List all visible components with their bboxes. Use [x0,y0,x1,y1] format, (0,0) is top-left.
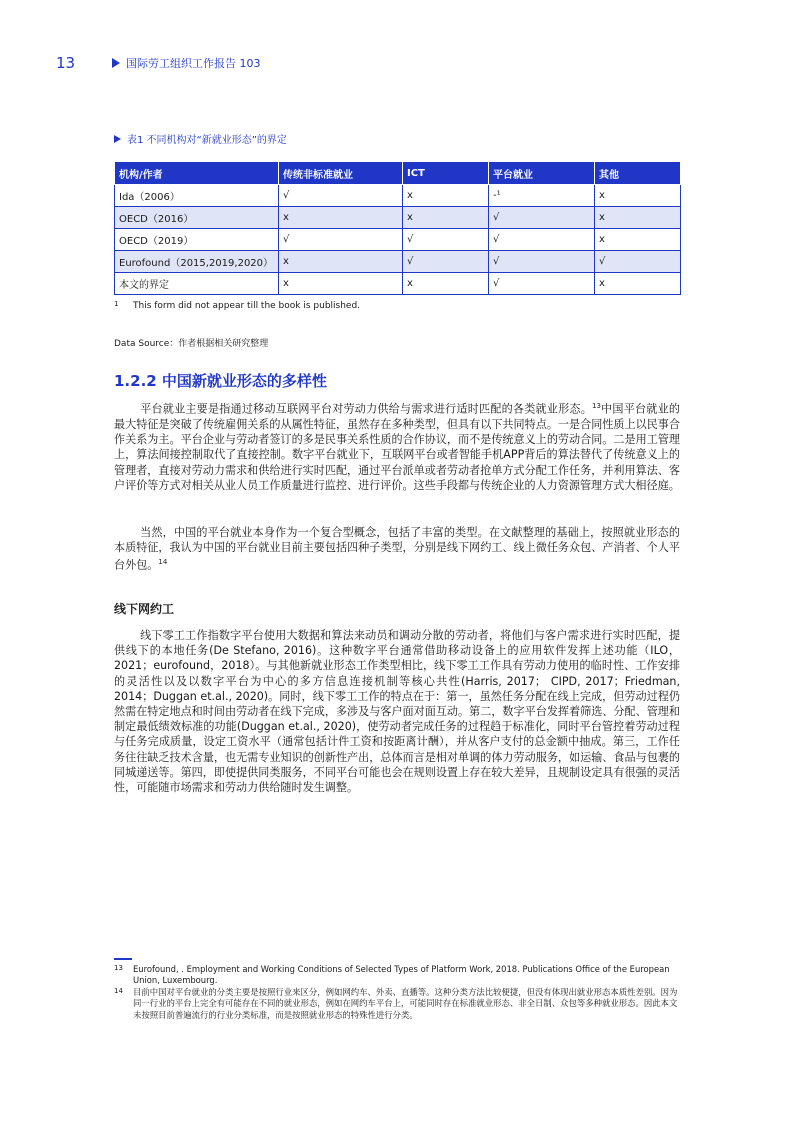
table-cell: x [279,207,403,229]
table-cell: -¹ [489,185,595,207]
table-cell: x [279,251,403,273]
table-caption [114,131,287,146]
table-cell: x [595,229,681,251]
column-header: 机构/作者 [115,162,279,185]
section-heading: 1.2.2 中国新就业形态的多样性 [114,372,327,390]
table-cell: √ [489,251,595,273]
data-source: Data Source：作者根据相关研究整理 [114,339,269,349]
page-number: 13 [56,54,76,72]
footnote-ref: 14 [158,558,168,567]
table-cell: √ [489,229,595,251]
table-cell: OECD（2019） [115,229,279,251]
table-row [115,229,681,251]
paragraph-3-text: 线下零工工作指数字平台使用大数据和算法来动员和调动分散的劳动者，将他们与客户需求进行实时匹配，提供线下的本地任务(De Stefano, 2016)。这种数字平台通常借助移动设备上的应用软件发挥上述功能（ILO，2021；eurofound，2018）。与其他新就业形态工作类型相比，线下零工工作具有劳动力使用的临时性、工作安排的灵活性以及以数字平台为中心的多方信息连接机制等核心共性(Harris, 2017； CIPD, 2017；Friedman, 2014；Duggan et.al., 2020)。同时，线下零工工作的特点在于：第一，虽然任务分配在线上完成，但劳动过程仍然需在特定地点和时间由劳动者在线下完成，多涉及与客户面对面互动。第二，数字平台发挥着筛选、分配、管理和制定最低绩效标准的功能(Duggan et.al., 2020)，使劳动者完成任务的过程趋于标准化，同时平台管控着劳动过程与任务完成质量，设定工资水平（通常包括计件工资和按距离计酬），并从客户支付的总金额中抽成。第三，工作任务往往缺乏技术含量，也无需专业知识的创新性产出，总体而言是相对单调的体力劳动服务，如运输、食品与包裹的同城递送等。第四，即使提供同类服务，不同平台可能也会在规则设置上存在较大差异，且规制设定具有很强的灵活性，可能随市场需求和劳动力供给随时发生调整。 [114,629,680,795]
table-cell: 本文的界定 [115,273,279,295]
table-caption-text: 表1 不同机构对“新就业形态”的界定 [127,135,287,146]
table-cell: x [403,273,489,295]
table-cell: √ [489,207,595,229]
table-cell: x [279,273,403,295]
table-row [115,273,681,295]
footnote-divider [114,958,132,960]
report-title: 国际劳工组织工作报告 103 [126,57,261,70]
footnote-text: Eurofound, . Employment and Working Conditions of Selected Types of Platform Work, 2018. Publications Office of the European Union, Luxembourg. [133,964,670,986]
table-note-number: 1 [114,300,119,308]
footnote-text: 目前中国对平台就业的分类主要是按照行业来区分，例如网约车、外卖、直播等。这种分类方法比较便捷，但没有体现出就业形态本质性差别。因为同一行业的平台上完全有可能存在不同的就业形态，例如在网约车平台上，可能同时存在标准就业形态、非全日制、众包等多种就业形态。因此本文未按照目前普遍流行的行业分类标准，而是按照就业形态的特殊性进行分类。 [133,987,678,1020]
table-cell: x [595,185,681,207]
table-cell: √ [595,251,681,273]
subheading: 线下网约工 [114,602,175,616]
table-cell: √ [279,229,403,251]
footnote-ref: 13 [592,402,601,410]
column-header: 传统非标准就业 [279,162,403,185]
definition-table [114,161,681,295]
paragraph-2-text: 当然，中国的平台就业本身作为一个复合型概念，包括了丰富的类型。在文献整理的基础上，按照就业形态的本质特征，我认为中国的平台就业目前主要包括四种子类型，分别是线下网约工、线上微任务众包、产消者、个人平台外包。 [114,526,680,573]
footnote-number: 13 [114,964,123,972]
table-cell: Ida（2006） [115,185,279,207]
table-cell: x [403,207,489,229]
table-cell: √ [489,273,595,295]
table-cell: OECD（2016） [115,207,279,229]
table-cell: Eurofound（2015,2019,2020） [115,251,279,273]
table-row [115,207,681,229]
paragraph-1 [114,399,680,493]
running-header [112,55,261,71]
table-cell: x [595,273,681,295]
paragraph-3 [114,628,680,795]
triangle-bullet-icon [114,135,121,143]
column-header: 其他 [595,162,681,185]
table-row [115,251,681,273]
column-header: ICT [403,162,489,185]
table-cell: x [595,207,681,229]
table-cell: x [403,185,489,207]
paragraph-2 [114,525,680,573]
table-row [115,185,681,207]
table-cell: √ [403,229,489,251]
column-header: 平台就业 [489,162,595,185]
table-header-row [115,162,681,185]
triangle-bullet-icon [112,58,120,68]
table-cell: √ [403,251,489,273]
table-note: This form did not appear till the book is published. [133,301,361,311]
paragraph-1-lead: 平台就业主要是指通过移动互联网平台对劳动力供给与需求进行适时匹配的各类就业形态。 [140,402,592,416]
table-cell: √ [279,185,403,207]
footnote-number: 14 [114,987,123,995]
paragraph-1-rest: 中国平台就业的最大特征是突破了传统雇佣关系的从属性特征，虽然存在多种类型，但具有以下共同特点。一是合同性质上以民事合作关系为主。平台企业与劳动者签订的多是民事关系性质的合作协议，而不是传统意义上的劳动合同。二是用工管理上，算法间接控制取代了直接控制。数字平台就业下，互联网平台或者智能手机APP背后的算法替代了传统意义上的管理者，直接对劳动力需求和供给进行实时匹配，通过平台派单或者劳动者抢单方式分配工作任务，并利用算法、客户评价等方式对相关从业人员工作质量进行监控、进行评价。这些手段都与传统企业的人力资源管理方式大相径庭。 [114,402,680,492]
